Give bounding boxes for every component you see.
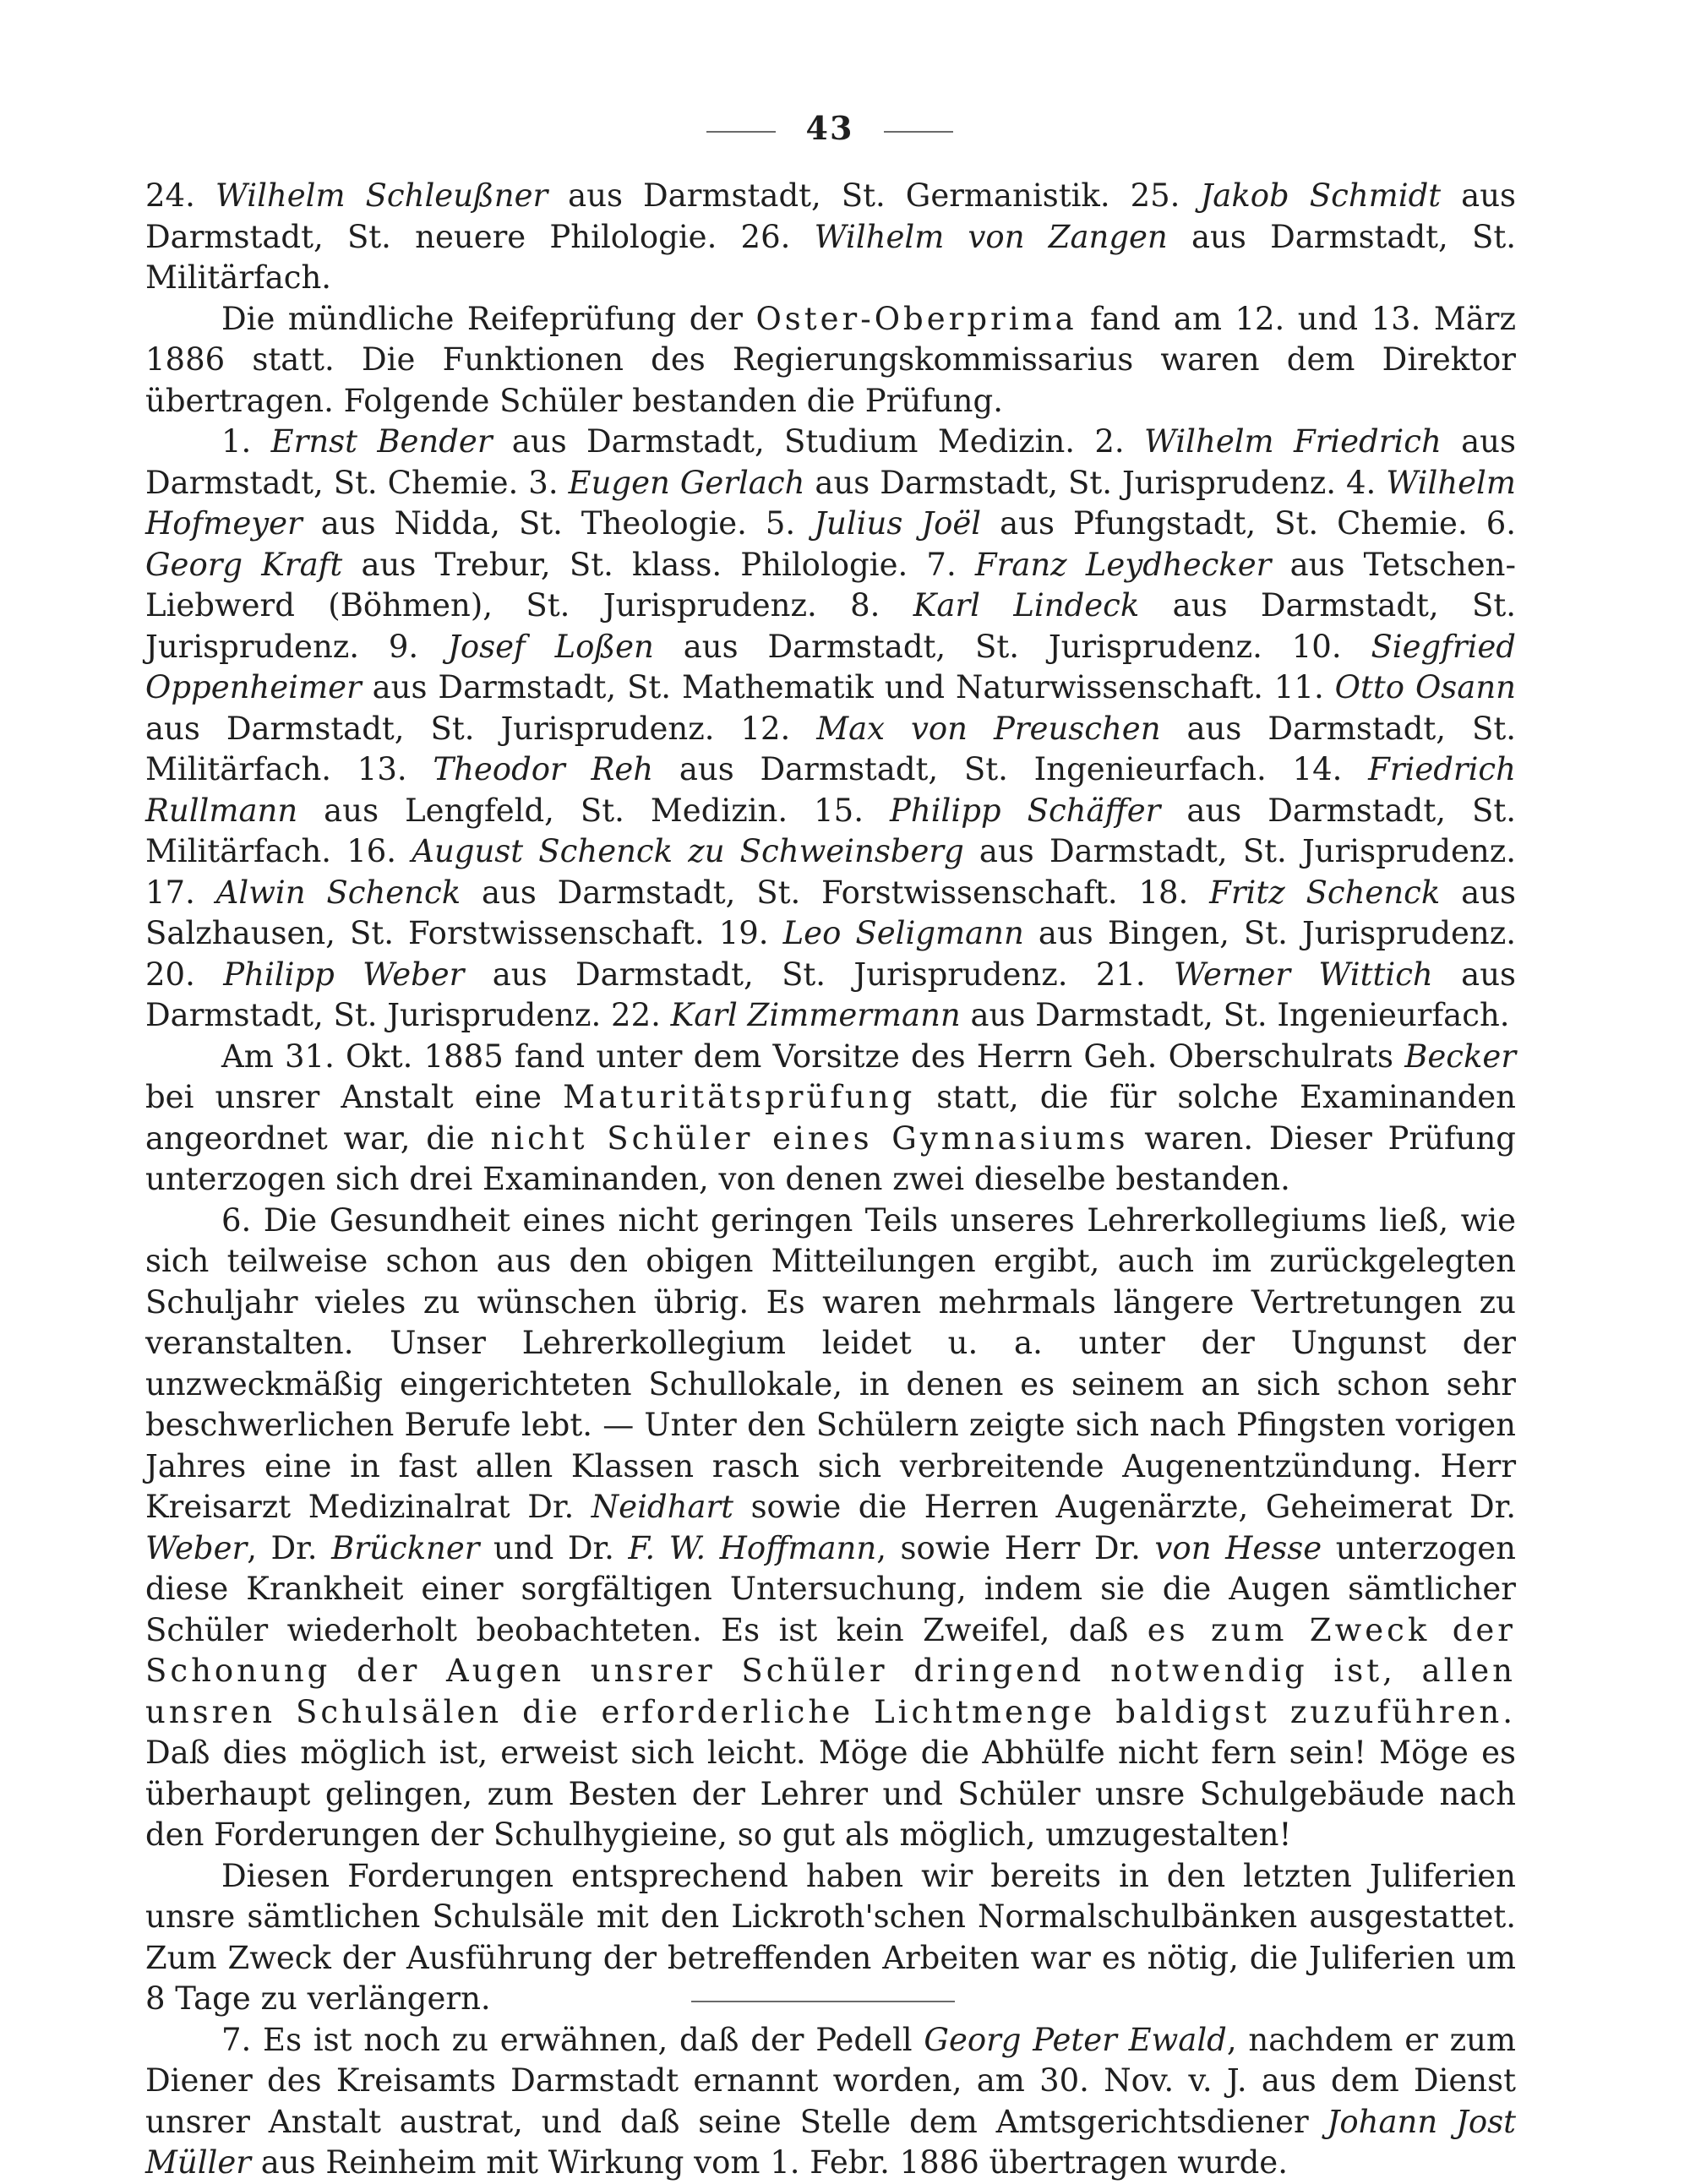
italic-name: Karl Lindeck <box>913 587 1140 624</box>
text-run: 1. <box>221 423 271 460</box>
italic-name: Neidhart <box>591 1489 734 1525</box>
body-text <box>145 176 1516 2184</box>
italic-name: Friedrich Rullmann <box>145 751 1516 829</box>
text-run: aus Darmstadt, St. Forstwissenschaft. 18. <box>461 874 1210 911</box>
text-run: , sowie Herr Dr. <box>876 1529 1155 1566</box>
italic-name: Werner Wittich <box>1174 956 1433 993</box>
italic-name: Philipp Weber <box>223 956 465 993</box>
text-run: aus Darmstadt, St. Jurisprudenz. 10. <box>653 628 1371 665</box>
paragraph-staff-change <box>145 2020 1516 2184</box>
italic-name: F. W. Hoffmann <box>628 1529 877 1566</box>
italic-name: Alwin Schenck <box>215 874 461 911</box>
spaced-emphasis: es zum Zweck der Schonung der Augen unsrer Schüler dringend notwendig ist, allen unsren Schulsälen die erforderliche Lichtmenge baldigst zuzuführen. <box>145 1611 1516 1730</box>
italic-name: Wilhelm Schleußner <box>215 177 548 214</box>
italic-name: Becker <box>1404 1038 1516 1075</box>
text-run: statt, die für solche Examinanden angeordnet war, die <box>145 1079 1516 1157</box>
italic-name: Theodor Reh <box>433 751 654 787</box>
italic-name: Otto Osann <box>1334 669 1516 705</box>
header-rule-right <box>884 131 953 133</box>
text-run: 7. Es ist noch zu erwähnen, daß der Pedell <box>221 2021 924 2058</box>
text-run: aus Darmstadt, St. Jurisprudenz. 9. <box>145 587 1516 665</box>
text-run: aus Darmstadt, St. Jurisprudenz. 21. <box>464 956 1175 993</box>
italic-name: Max von Preuschen <box>816 710 1161 747</box>
text-run: aus Pfungstadt, St. Chemie. 6. <box>981 505 1516 542</box>
text-run: Diesen Forderungen entsprechend haben wir bereits in den letzten Juliferien unsre sämtlichen Schulsäle mit den Lickroth'schen Normalschulbänken ausgestattet. Zum Zweck der Ausführung der betreffenden Arbeiten war es nötig, die Juliferien um 8 Tage zu verlängern. <box>145 1857 1516 2017</box>
paragraph-health <box>145 1201 1516 1856</box>
italic-name: August Schenck zu Schweinsberg <box>412 833 964 869</box>
text-run: aus Tetschen-Liebwerd (Böhmen), St. Jurisprudenz. 8. <box>145 546 1516 624</box>
text-run: aus Darmstadt, St. neuere Philologie. 26. <box>145 177 1517 255</box>
text-run: Am 31. Okt. 1885 fand unter dem Vorsitze des Herrn Geh. Oberschulrats <box>221 1038 1405 1075</box>
text-run: und Dr. <box>479 1529 629 1566</box>
italic-name: Leo Seligmann <box>782 915 1024 951</box>
text-run: aus Darmstadt, St. Germanistik. 25. <box>548 177 1201 214</box>
italic-name: Ernst Bender <box>270 423 493 460</box>
italic-name: von Hesse <box>1154 1529 1322 1566</box>
italic-name: Eugen Gerlach <box>568 464 805 501</box>
italic-name: Weber <box>145 1529 248 1566</box>
text-run: aus Trebur, St. klass. Philologie. 7. <box>342 546 975 583</box>
text-run: aus Darmstadt, St. Militärfach. <box>145 218 1516 296</box>
text-run: aus Darmstadt, St. Militärfach. 13. <box>145 710 1516 787</box>
closing-rule <box>691 2001 955 2002</box>
text-run: unterzogen diese Krankheit einer sorgfältigen Untersuchung, indem sie die Augen sämtlicher Schüler wiederholt beobachteten. Es ist kein Zweifel, daß <box>145 1529 1517 1648</box>
text-run: aus Reinheim mit Wirkung vom 1. Febr. 1886 übertragen wurde. <box>250 2144 1288 2181</box>
spaced-emphasis: Maturitätsprüfung <box>563 1079 916 1115</box>
text-run: Die mündliche Reifeprüfung der <box>221 300 756 337</box>
italic-name: Wilhelm von Zangen <box>814 218 1168 255</box>
italic-name: Wilhelm Friedrich <box>1143 423 1442 460</box>
text-run: waren. Dieser Prüfung unterzogen sich drei Examinanden, von denen zwei dieselbe bestanden. <box>145 1119 1516 1197</box>
paragraph-candidate-list <box>145 422 1516 1037</box>
text-run: aus Darmstadt, St. Jurisprudenz. 17. <box>145 833 1516 911</box>
text-run: 24. <box>145 177 215 214</box>
italic-name: Julius Joël <box>814 505 982 542</box>
paragraph-oral-exam <box>145 299 1516 422</box>
spaced-emphasis: nicht Schüler eines Gymnasiums <box>490 1119 1129 1157</box>
text-run: aus Darmstadt, St. Chemie. 3. <box>145 423 1516 501</box>
italic-name: Josef Loßen <box>448 628 654 665</box>
text-run: aus Salzhausen, St. Forstwissenschaft. 19. <box>145 874 1516 951</box>
text-run: , Dr. <box>247 1529 332 1566</box>
text-run: aus Darmstadt, Studium Medizin. 2. <box>492 423 1144 460</box>
italic-name: Brückner <box>331 1529 480 1566</box>
spaced-emphasis: Oster-Oberprima <box>755 300 1077 337</box>
italic-name: Wilhelm Hofmeyer <box>145 464 1516 542</box>
page-number: 43 <box>805 109 854 147</box>
text-run: aus Darmstadt, St. Jurisprudenz. 22. <box>145 956 1517 1033</box>
page-header <box>0 103 1690 154</box>
italic-name: Fritz Schenck <box>1209 874 1441 911</box>
italic-name: Jakob Schmidt <box>1200 177 1442 214</box>
italic-name: Karl Zimmermann <box>670 997 961 1033</box>
text-run: aus Nidda, St. Theologie. 5. <box>302 505 815 542</box>
text-run: aus Bingen, St. Jurisprudenz. 20. <box>145 915 1517 993</box>
italic-name: Johann Jost Müller <box>145 2103 1516 2181</box>
text-run: Daß dies möglich ist, erweist sich leicht. Möge die Abhülfe nicht fern sein! Möge es überhaupt gelingen, zum Besten der Lehrer und Schüler unsre Schulgebäude nach den Forderungen der Schulhygieine, so gut als möglich, umzugestalten! <box>145 1735 1516 1853</box>
text-run: aus Darmstadt, St. Ingenieurfach. <box>960 997 1510 1033</box>
text-run: fand am 12. und 13. März 1886 statt. Die Funktionen des Regierungskommissarius waren dem Direktor übertragen. Folgende Schüler bestanden die Prüfung. <box>145 300 1516 419</box>
italic-name: Siegfried Oppenheimer <box>145 628 1516 705</box>
italic-name: Georg Peter Ewald <box>924 2021 1227 2058</box>
paragraph-school-benches <box>145 1856 1516 2020</box>
italic-name: Philipp Schäffer <box>890 792 1161 829</box>
text-run: sowie die Herren Augenärzte, Geheimerat Dr. <box>733 1489 1517 1525</box>
text-run: aus Darmstadt, St. Militärfach. 16. <box>145 792 1516 869</box>
text-run: aus Lengfeld, St. Medizin. 15. <box>297 792 890 829</box>
paragraph-graduates-continued <box>145 176 1516 299</box>
text-run: aus Darmstadt, St. Jurisprudenz. 12. <box>145 710 817 747</box>
italic-name: Georg Kraft <box>145 546 343 583</box>
text-run: aus Darmstadt, St. Jurisprudenz. 4. <box>804 464 1387 501</box>
text-run: aus Darmstadt, St. Ingenieurfach. 14. <box>653 751 1369 787</box>
text-run: aus Darmstadt, St. Mathematik und Naturwissenschaft. 11. <box>361 669 1335 705</box>
text-run: 6. Die Gesundheit eines nicht geringen Teils unseres Lehrerkollegiums ließ, wie sich teilweise schon aus den obigen Mitteilungen ergibt, auch im zurückgelegten Schuljahr vieles zu wünschen übrig. Es waren mehrmals längere Vertretungen zu veranstalten. Unser Lehrerkollegium leidet u. a. unter der Ungunst der unzweckmäßig eingerichteten Schullokale, in denen es seinem an sich schon sehr beschwerlichen Berufe lebt. — Unter den Schülern zeigte sich nach Pfingsten vorigen Jahres eine in fast allen Klassen rasch sich verbreitende Augenentzündung. Herr Kreisarzt Medizinalrat Dr. <box>145 1201 1516 1525</box>
paragraph-maturity-exam <box>145 1037 1516 1201</box>
header-rule-left <box>706 131 776 133</box>
text-run: , nachdem er zum Diener des Kreisamts Darmstadt ernannt worden, am 30. Nov. v. J. aus dem Dienst unsrer Anstalt austrat, und daß seine Stelle dem Amtsgerichtsdiener <box>145 2021 1516 2140</box>
text-run: bei unsrer Anstalt eine <box>145 1079 564 1115</box>
italic-name: Franz Leydhecker <box>974 546 1272 583</box>
